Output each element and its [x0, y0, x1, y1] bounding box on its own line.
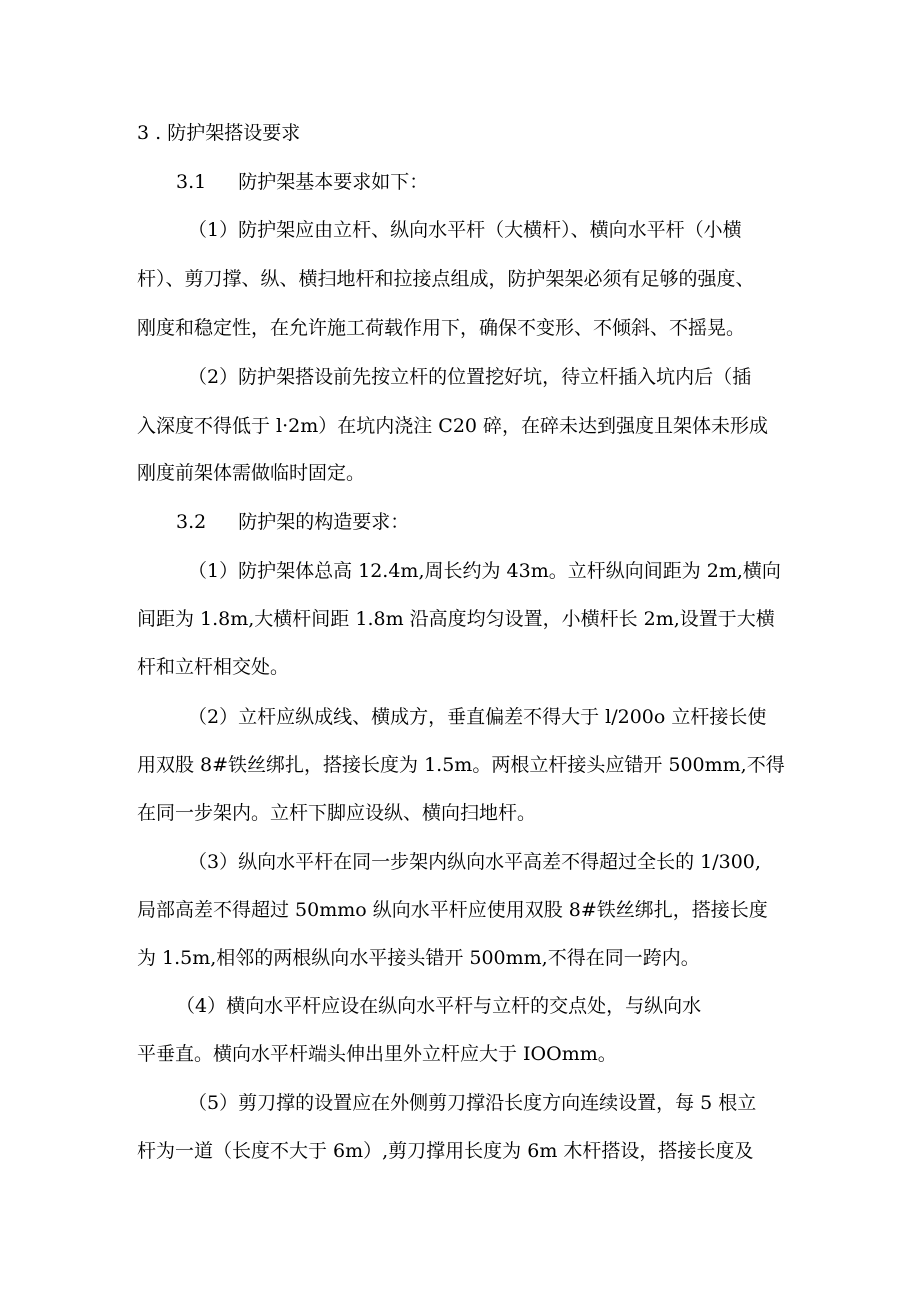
paragraph-line: 平垂直。横向水平杆端头伸出里外立杆应大于 IOOmm。	[137, 1043, 617, 1065]
paragraph-line: 杆和立杆相交处。	[137, 656, 290, 678]
paragraph-line: 入深度不得低于 l·2m）在坑内浇注 C20 碎，在碎未达到强度且架体未形成	[137, 415, 769, 437]
subsection-title-3-2	[176, 509, 409, 535]
paragraph-line: （3）纵向水平杆在同一步架内纵向水平高差不得超过全长的 1/300,	[188, 851, 761, 873]
subsection-title-text: 防护架的构造要求：	[238, 511, 410, 533]
paragraph-line: 杆）、剪刀撑、纵、横扫地杆和拉接点组成，防护架架必须有足够的强度、	[137, 268, 755, 290]
paragraph-line: 杆为一道（长度不大于 6m）,剪刀撑用长度为 6m 木杆搭设，搭接长度及	[137, 1140, 754, 1162]
paragraph-line: 为 1.5m,相邻的两根纵向水平接头错开 500mm,不得在同一跨内。	[137, 947, 700, 969]
subsection-title-3-1	[176, 169, 428, 195]
paragraph-line: （4）横向水平杆应设在纵向水平杆与立杆的交点处，与纵向水	[176, 995, 702, 1017]
paragraph-line: （5）剪刀撑的设置应在外侧剪刀撑沿长度方向连续设置，每 5 根立	[188, 1092, 757, 1114]
paragraph-line: （1）防护架应由立杆、纵向水平杆（大横杆）、横向水平杆（小横	[188, 219, 742, 241]
subsection-number: 3.1	[176, 171, 207, 193]
paragraph-line: （2）防护架搭设前先按立杆的位置挖好坑，待立杆插入坑内后（插	[188, 366, 752, 388]
subsection-title-text: 防护架基本要求如下：	[238, 171, 429, 193]
subsection-number: 3.2	[176, 511, 207, 533]
paragraph-line: 刚度前架体需做临时固定。	[137, 462, 366, 484]
paragraph-line: 间距为 1.8m,大横杆间距 1.8m 沿高度均匀设置，小横杆长 2m,设置于大横	[137, 608, 775, 630]
paragraph-line: 局部高差不得超过 50mmo 纵向水平杆应使用双股 8#铁丝绑扎，搭接长度	[137, 899, 768, 921]
paragraph-line: 在同一步架内。立杆下脚应设纵、横向扫地杆。	[137, 802, 537, 824]
section-heading: 3 . 防护架搭设要求	[137, 122, 301, 144]
paragraph-line: 刚度和稳定性，在允许施工荷载作用下，确保不变形、不倾斜、不摇晃。	[137, 317, 746, 339]
paragraph-line: （1）防护架体总高 12.4m,周长约为 43m。立杆纵向间距为 2m,横向	[188, 560, 781, 582]
paragraph-line: （2）立杆应纵成线、横成方，垂直偏差不得大于 l/200o 立杆接长使	[188, 706, 767, 728]
paragraph-line: 用双股 8#铁丝绑扎，搭接长度为 1.5m。两根立杆接头应错开 500mm,不得	[137, 754, 785, 776]
